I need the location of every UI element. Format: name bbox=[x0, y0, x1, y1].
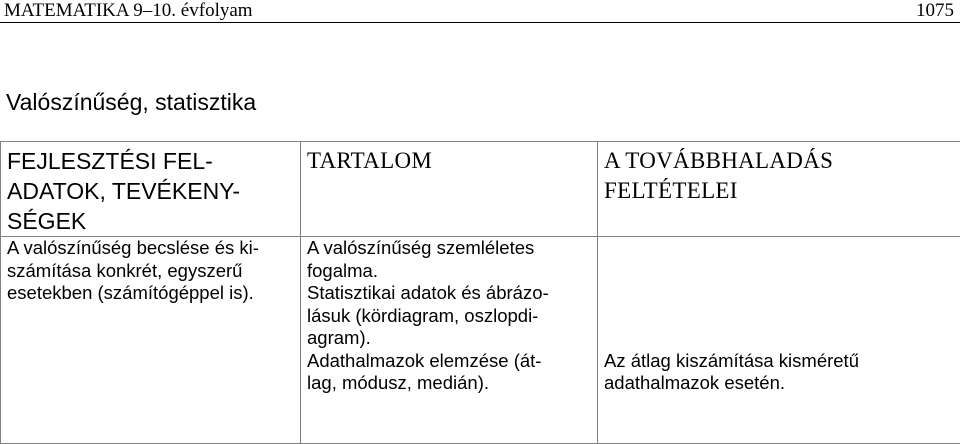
page-header bbox=[0, 0, 960, 23]
cell-line: Statisztikai adatok és ábrázo- bbox=[307, 282, 583, 305]
cell-line: A valószínűség szemléletes bbox=[307, 237, 583, 260]
header-content bbox=[301, 142, 598, 237]
header-line: SÉGEK bbox=[7, 206, 294, 236]
header-subject: MATEMATIKA 9–10. évfolyam bbox=[4, 0, 253, 22]
section-title: Valószínűség, statisztika bbox=[6, 88, 256, 116]
table-header-row bbox=[1, 142, 960, 237]
cell-line: lag, módusz, medián). bbox=[307, 372, 583, 395]
header-line: A TOVÁBBHALADÁS bbox=[604, 146, 954, 176]
cell-line: fogalma. bbox=[307, 260, 583, 283]
cell-spacer bbox=[604, 327, 954, 350]
page-number: 1075 bbox=[916, 0, 954, 22]
header-line: FELTÉTELEI bbox=[604, 176, 954, 206]
cell-line: A valószínűség becslése és ki- bbox=[7, 237, 294, 260]
header-line: FEJLESZTÉSI FEL- bbox=[7, 146, 294, 176]
table-row bbox=[1, 237, 960, 444]
cell-content bbox=[301, 237, 598, 444]
cell-line: számítása konkrét, egyszerű bbox=[7, 260, 294, 283]
header-progression-requirements bbox=[598, 142, 960, 237]
cell-line: lásuk (kördiagram, oszlopdi- bbox=[307, 305, 583, 328]
cell-line: adathalmazok esetén. bbox=[604, 372, 954, 395]
cell-line: esetekben (számítógéppel is). bbox=[7, 282, 294, 305]
cell-line: agram). bbox=[307, 327, 583, 350]
cell-line: Adathalmazok elemzése (át- bbox=[307, 350, 583, 373]
cell-line: Az átlag kiszámítása kisméretű bbox=[604, 350, 954, 373]
header-development-tasks bbox=[1, 142, 301, 237]
header-line: TARTALOM bbox=[307, 146, 591, 176]
cell-spacer bbox=[604, 260, 954, 283]
header-line: ADATOK, TEVÉKENY- bbox=[7, 176, 294, 206]
cell-spacer bbox=[604, 305, 954, 328]
cell-development-tasks bbox=[1, 237, 301, 444]
curriculum-table bbox=[0, 141, 960, 444]
cell-spacer bbox=[604, 237, 954, 260]
cell-progression-requirements bbox=[598, 237, 960, 444]
cell-spacer bbox=[604, 282, 954, 305]
